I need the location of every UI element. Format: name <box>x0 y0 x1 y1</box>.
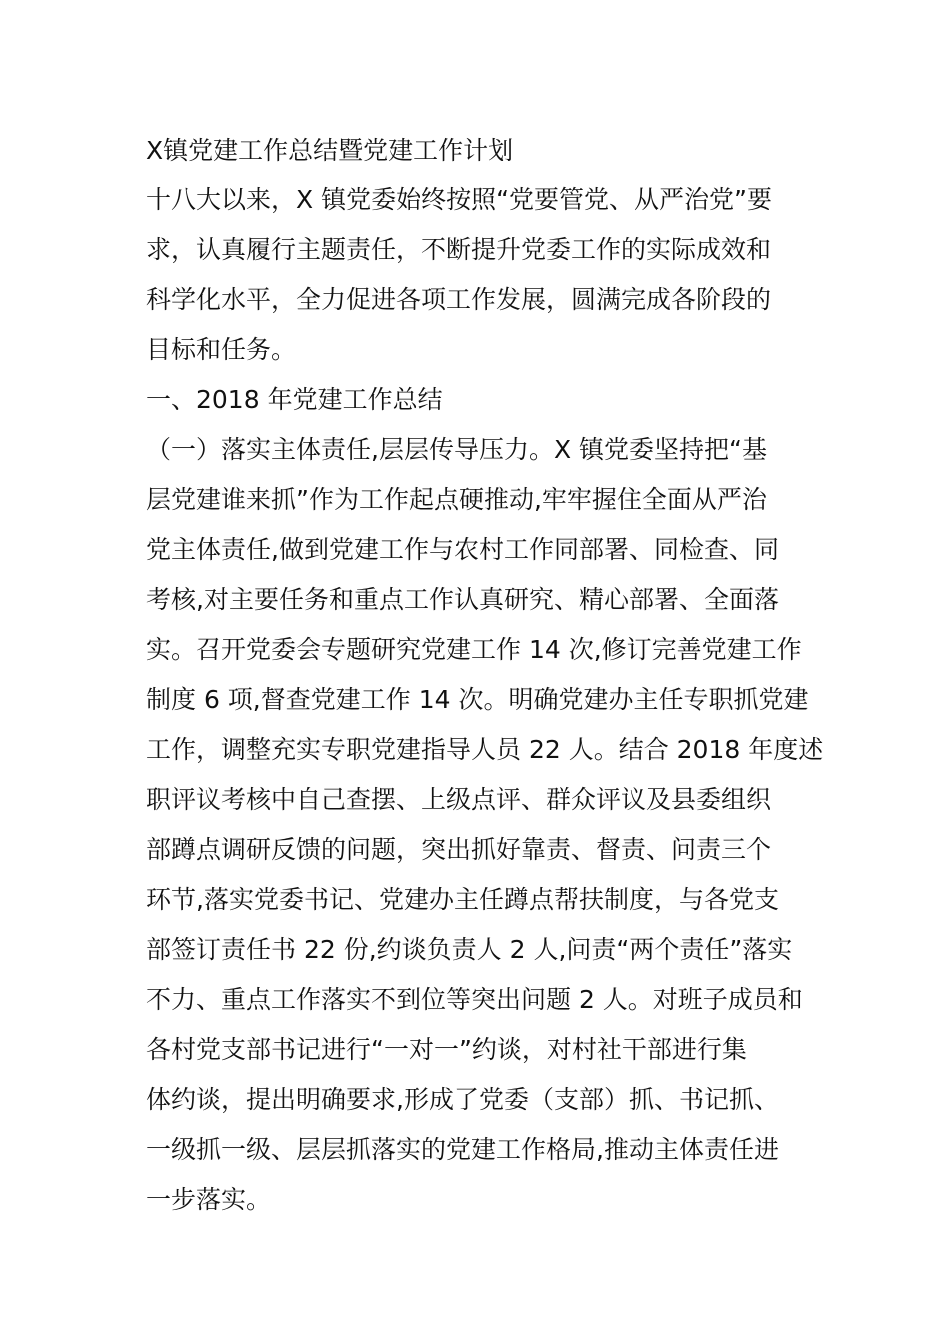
paragraph-line: 层党建谁来抓”作为工作起点硬推动,牢牢握住全面从严治 <box>146 485 767 514</box>
paragraph-line: （一）落实主体责任,层层传导压力。X 镇党委坚持把“基 <box>146 435 767 464</box>
document-title: X镇党建工作总结暨党建工作计划 <box>146 136 514 165</box>
paragraph-line: 一级抓一级、层层抓落实的党建工作格局,推动主体责任进 <box>146 1135 779 1164</box>
paragraph-line: 体约谈，提出明确要求,形成了党委（支部）抓、书记抓、 <box>146 1085 779 1114</box>
paragraph-line: 求，认真履行主题责任，不断提升党委工作的实际成效和 <box>146 235 772 264</box>
paragraph-line: 制度 6 项,督查党建工作 14 次。明确党建办主任专职抓党建 <box>146 685 809 714</box>
paragraph-line: 党主体责任,做到党建工作与农村工作同部署、同检查、同 <box>146 535 779 564</box>
paragraph-line: 不力、重点工作落实不到位等突出问题 2 人。对班子成员和 <box>146 985 803 1014</box>
paragraph-line: 十八大以来，X 镇党委始终按照“党要管党、从严治党”要 <box>146 185 772 214</box>
paragraph-line: 各村党支部书记进行“一对一”约谈，对村社干部进行集 <box>146 1035 747 1064</box>
paragraph-line: 部签订责任书 22 份,约谈负责人 2 人,问责“两个责任”落实 <box>146 935 793 964</box>
paragraph-line: 科学化水平，全力促进各项工作发展，圆满完成各阶段的 <box>146 285 772 314</box>
paragraph-line: 工作，调整充实专职党建指导人员 22 人。结合 2018 年度述 <box>146 735 824 764</box>
paragraph-line: 考核,对主要任务和重点工作认真研究、精心部署、全面落 <box>146 585 779 614</box>
paragraph-line: 目标和任务。 <box>146 335 297 364</box>
section-heading: 一、2018 年党建工作总结 <box>146 385 443 414</box>
paragraph-line: 一步落实。 <box>146 1185 272 1214</box>
paragraph-line: 实。召开党委会专题研究党建工作 14 次,修订完善党建工作 <box>146 635 802 664</box>
paragraph-line: 环节,落实党委书记、党建办主任蹲点帮扶制度，与各党支 <box>146 885 779 914</box>
paragraph-line: 部蹲点调研反馈的问题，突出抓好靠责、督责、问责三个 <box>146 835 772 864</box>
paragraph-line: 职评议考核中自己查摆、上级点评、群众评议及县委组织 <box>146 785 772 814</box>
document-page <box>146 127 824 1225</box>
intro-paragraph <box>146 175 808 375</box>
section-paragraph <box>146 425 824 1225</box>
